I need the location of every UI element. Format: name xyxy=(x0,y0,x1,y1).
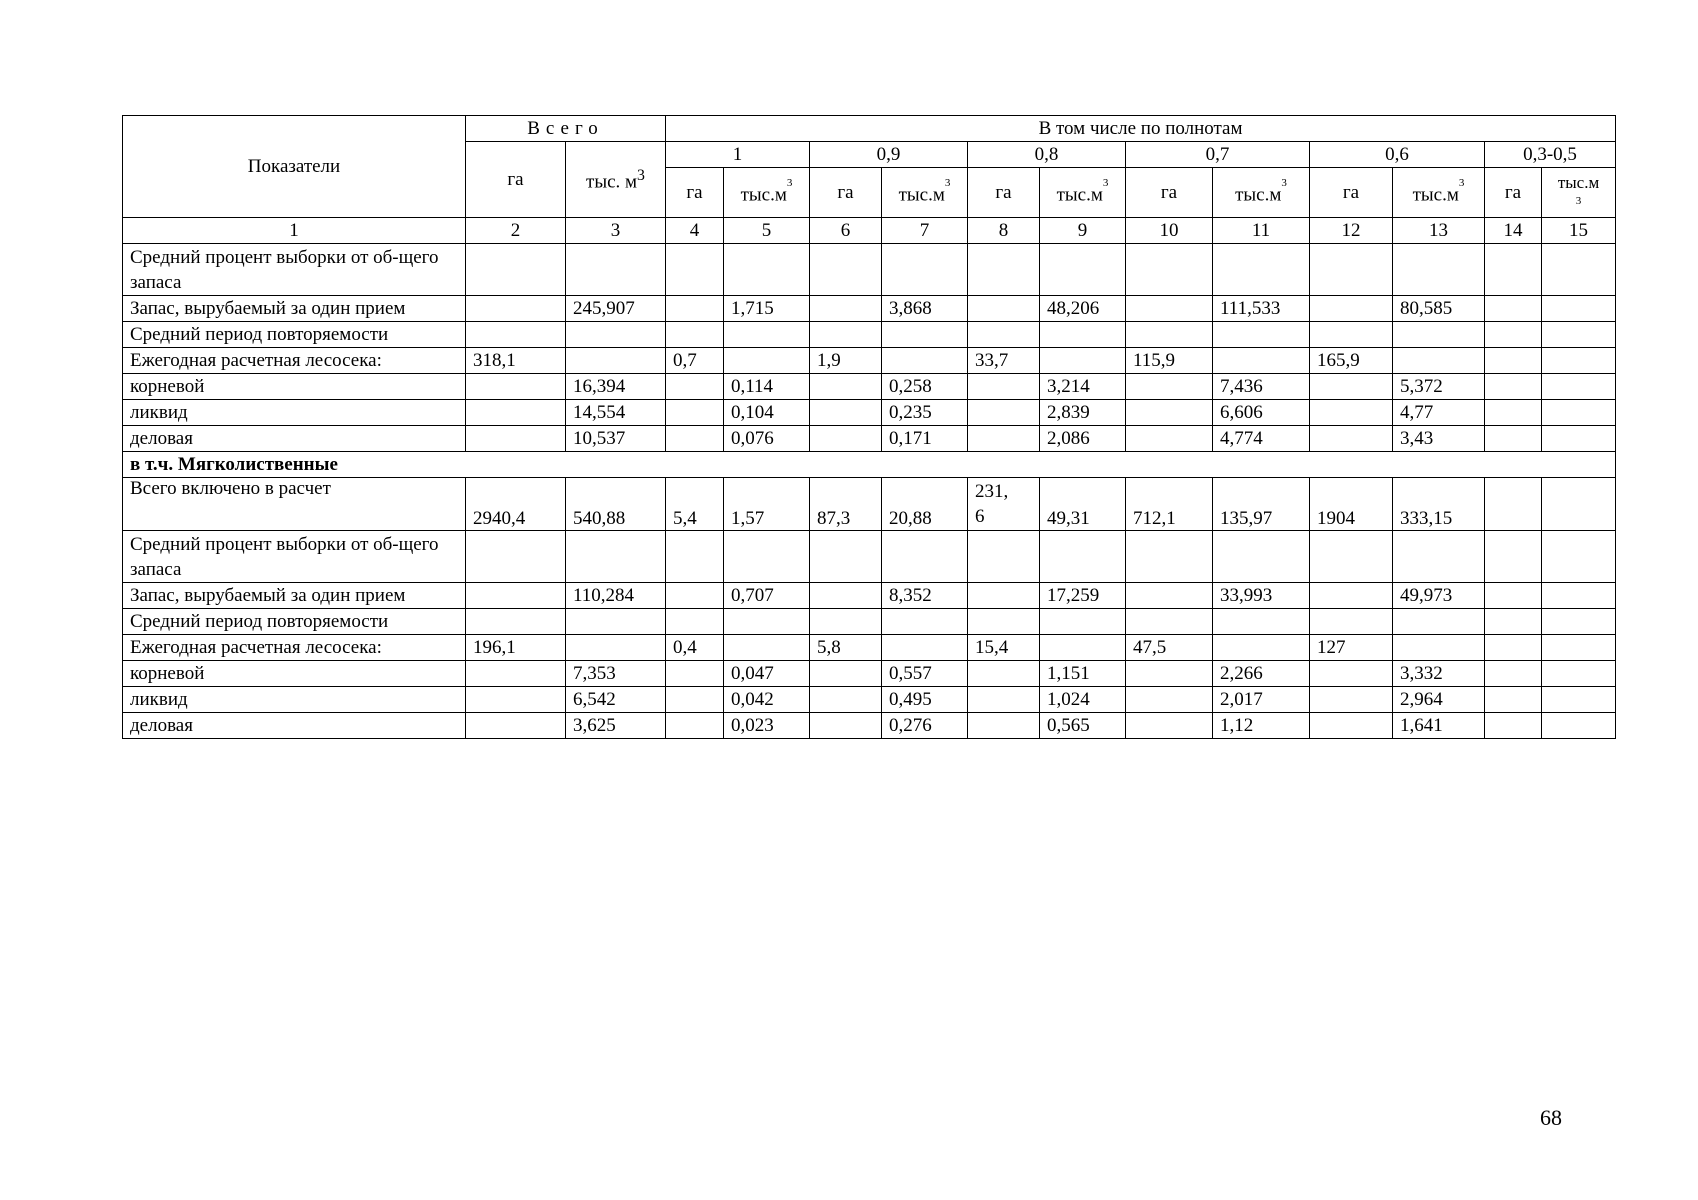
table-cell: 2,086 xyxy=(1040,426,1126,452)
table-cell xyxy=(968,713,1040,739)
table-cell xyxy=(1542,661,1616,687)
table-cell xyxy=(1213,609,1310,635)
table-row xyxy=(123,296,1616,322)
table-cell xyxy=(810,244,882,296)
table-cell xyxy=(810,426,882,452)
table-cell xyxy=(1126,713,1213,739)
table-cell: 80,585 xyxy=(1393,296,1485,322)
table-cell xyxy=(1542,478,1616,531)
col-number: 13 xyxy=(1393,218,1485,244)
table-cell xyxy=(1040,322,1126,348)
table-cell: 196,1 xyxy=(466,635,566,661)
table-cell xyxy=(1213,635,1310,661)
table-cell: 4,774 xyxy=(1213,426,1310,452)
table-cell xyxy=(466,374,566,400)
table-cell xyxy=(810,583,882,609)
row-label: Средний период повторяемости xyxy=(123,609,466,635)
table-cell xyxy=(1393,609,1485,635)
table-cell: 1,641 xyxy=(1393,713,1485,739)
table-cell: 1904 xyxy=(1310,478,1393,531)
table-cell xyxy=(810,400,882,426)
table-cell: 245,907 xyxy=(566,296,666,322)
table-cell: 1,151 xyxy=(1040,661,1126,687)
table-cell: 712,1 xyxy=(1126,478,1213,531)
table-cell: 0,076 xyxy=(724,426,810,452)
table-cell xyxy=(666,244,724,296)
header-group-0-9: 0,9 xyxy=(810,142,968,168)
col-number: 3 xyxy=(566,218,666,244)
table-cell: 4,77 xyxy=(1393,400,1485,426)
table-cell: 7,436 xyxy=(1213,374,1310,400)
col-number: 7 xyxy=(882,218,968,244)
table-cell xyxy=(666,583,724,609)
header-total: Всего xyxy=(466,116,666,142)
header-m3: $тыс.м^3$ xyxy=(882,168,968,218)
row-label: Запас, вырубаемый за один прием xyxy=(123,583,466,609)
table-cell: 0,557 xyxy=(882,661,968,687)
table-cell: 127 xyxy=(1310,635,1393,661)
table-cell: 1,024 xyxy=(1040,687,1126,713)
table-cell xyxy=(466,687,566,713)
table-row xyxy=(123,244,1616,296)
table-cell xyxy=(1126,322,1213,348)
table-cell xyxy=(1485,478,1542,531)
table-cell xyxy=(466,713,566,739)
header-ha: га xyxy=(666,168,724,218)
header-group-0-6: 0,6 xyxy=(1310,142,1485,168)
col-number: 6 xyxy=(810,218,882,244)
table-cell: 165,9 xyxy=(1310,348,1393,374)
table-cell xyxy=(1126,531,1213,583)
table-cell xyxy=(724,244,810,296)
table-cell xyxy=(1213,348,1310,374)
table-cell xyxy=(1213,531,1310,583)
table-cell: 0,104 xyxy=(724,400,810,426)
table-cell xyxy=(810,687,882,713)
table-cell xyxy=(666,687,724,713)
table-cell: 2,839 xyxy=(1040,400,1126,426)
col-number: 1 xyxy=(123,218,466,244)
forest-cut-table xyxy=(122,115,1616,739)
table-cell xyxy=(666,426,724,452)
table-cell xyxy=(1485,348,1542,374)
header-m3: $тыс.м^3$ xyxy=(724,168,810,218)
table-cell xyxy=(1040,609,1126,635)
table-cell xyxy=(1310,531,1393,583)
table-cell: 3,43 xyxy=(1393,426,1485,452)
table-cell xyxy=(1126,296,1213,322)
table-cell: 0,276 xyxy=(882,713,968,739)
table-cell xyxy=(1393,531,1485,583)
table-cell xyxy=(724,635,810,661)
table-cell xyxy=(566,244,666,296)
table-cell xyxy=(566,348,666,374)
header-ha: га xyxy=(1310,168,1393,218)
table-cell: 1,9 xyxy=(810,348,882,374)
header-group-0-8: 0,8 xyxy=(968,142,1126,168)
table-row xyxy=(123,426,1616,452)
table-cell xyxy=(1213,322,1310,348)
table-row xyxy=(123,348,1616,374)
table-cell: 5,8 xyxy=(810,635,882,661)
table-cell: 47,5 xyxy=(1126,635,1213,661)
table-cell xyxy=(882,348,968,374)
table-row xyxy=(123,583,1616,609)
table-cell xyxy=(666,713,724,739)
table-cell xyxy=(882,635,968,661)
table-cell: 111,533 xyxy=(1213,296,1310,322)
table-cell xyxy=(1542,609,1616,635)
table-cell: 87,3 xyxy=(810,478,882,531)
header-ha: га xyxy=(810,168,882,218)
table-cell xyxy=(1485,687,1542,713)
table-row xyxy=(123,713,1616,739)
table-cell xyxy=(968,374,1040,400)
table-cell xyxy=(968,322,1040,348)
header-indicators: Показатели xyxy=(123,116,466,218)
row-label: Средний процент выборки от об-щего запаса xyxy=(123,531,466,583)
table-cell xyxy=(724,348,810,374)
table-cell: 231, 6 xyxy=(968,478,1040,531)
table-cell: 0,235 xyxy=(882,400,968,426)
table-cell: 7,353 xyxy=(566,661,666,687)
table-cell xyxy=(666,374,724,400)
table-cell xyxy=(1040,244,1126,296)
table-cell xyxy=(968,661,1040,687)
table-row xyxy=(123,661,1616,687)
table-cell xyxy=(1126,609,1213,635)
table-cell: 318,1 xyxy=(466,348,566,374)
col-number: 12 xyxy=(1310,218,1393,244)
table-cell xyxy=(666,661,724,687)
header-by-density: В том числе по полнотам xyxy=(666,116,1616,142)
table-row-total-included xyxy=(123,478,1616,531)
table-cell xyxy=(1310,426,1393,452)
table-cell xyxy=(1542,374,1616,400)
table-cell xyxy=(1542,426,1616,452)
table-cell xyxy=(1213,244,1310,296)
table-cell: 3,868 xyxy=(882,296,968,322)
table-cell xyxy=(724,531,810,583)
header-m3-stacked: тыс.м 3 xyxy=(1542,168,1616,218)
table-cell xyxy=(1126,374,1213,400)
table-cell xyxy=(1310,583,1393,609)
table-cell xyxy=(1485,426,1542,452)
table-cell: 0,042 xyxy=(724,687,810,713)
table-cell xyxy=(466,244,566,296)
header-total-ha: га xyxy=(466,142,566,218)
table-cell xyxy=(1485,531,1542,583)
table-cell: 0,023 xyxy=(724,713,810,739)
table-cell xyxy=(1542,244,1616,296)
table-cell xyxy=(1485,244,1542,296)
table-cell: 16,394 xyxy=(566,374,666,400)
table-cell xyxy=(968,400,1040,426)
table-cell xyxy=(1393,244,1485,296)
row-label: Ежегодная расчетная лесосека: xyxy=(123,348,466,374)
table-cell: 6,542 xyxy=(566,687,666,713)
table-cell: 15,4 xyxy=(968,635,1040,661)
table-cell xyxy=(1485,400,1542,426)
table-cell xyxy=(1126,687,1213,713)
table-cell xyxy=(882,322,968,348)
table-cell xyxy=(810,661,882,687)
table-cell xyxy=(666,609,724,635)
table-cell: 10,537 xyxy=(566,426,666,452)
table-cell xyxy=(1542,400,1616,426)
table-cell xyxy=(466,322,566,348)
table-row xyxy=(123,687,1616,713)
table-cell xyxy=(666,531,724,583)
table-cell: 49,973 xyxy=(1393,583,1485,609)
table-cell: 48,206 xyxy=(1040,296,1126,322)
table-cell xyxy=(968,687,1040,713)
table-cell xyxy=(1310,609,1393,635)
table-cell: 2,266 xyxy=(1213,661,1310,687)
table-cell xyxy=(1126,400,1213,426)
table-cell xyxy=(466,531,566,583)
table-cell xyxy=(1542,322,1616,348)
table-cell xyxy=(566,531,666,583)
table-cell xyxy=(1485,374,1542,400)
header-m3: $тыс.м^3$ xyxy=(1213,168,1310,218)
table-cell: 17,259 xyxy=(1040,583,1126,609)
header-group-0-7: 0,7 xyxy=(1126,142,1310,168)
table-cell xyxy=(1310,322,1393,348)
table-cell xyxy=(968,296,1040,322)
column-numbers-row xyxy=(123,218,1616,244)
table-cell: 0,258 xyxy=(882,374,968,400)
table-cell xyxy=(1542,348,1616,374)
table-cell: 2940,4 xyxy=(466,478,566,531)
row-label: деловая xyxy=(123,426,466,452)
header-group-1: 1 xyxy=(666,142,810,168)
table-cell xyxy=(724,609,810,635)
row-label: корневой xyxy=(123,374,466,400)
page-number: 68 xyxy=(1540,1105,1562,1130)
table-cell: 0,047 xyxy=(724,661,810,687)
header-m3: $тыс.м^3$ xyxy=(1040,168,1126,218)
table-cell: 2,964 xyxy=(1393,687,1485,713)
table-cell xyxy=(1040,635,1126,661)
table-cell xyxy=(1310,713,1393,739)
table-cell xyxy=(1310,374,1393,400)
table-cell xyxy=(1542,296,1616,322)
table-cell: 1,715 xyxy=(724,296,810,322)
table-cell xyxy=(810,713,882,739)
table-cell xyxy=(1310,244,1393,296)
table-cell xyxy=(1485,713,1542,739)
table-cell xyxy=(466,661,566,687)
table-cell: 20,88 xyxy=(882,478,968,531)
table-cell xyxy=(1393,348,1485,374)
table-cell: 135,97 xyxy=(1213,478,1310,531)
table-cell xyxy=(1393,635,1485,661)
table-cell xyxy=(968,609,1040,635)
table-cell xyxy=(1485,583,1542,609)
table-cell xyxy=(1485,661,1542,687)
table-cell: 33,993 xyxy=(1213,583,1310,609)
table-row xyxy=(123,374,1616,400)
table-cell: 0,495 xyxy=(882,687,968,713)
col-number: 15 xyxy=(1542,218,1616,244)
table-cell xyxy=(1126,426,1213,452)
table-cell: 3,332 xyxy=(1393,661,1485,687)
table-cell xyxy=(968,583,1040,609)
table-cell: 0,4 xyxy=(666,635,724,661)
table-cell xyxy=(810,531,882,583)
header-ha: га xyxy=(1126,168,1213,218)
table-cell xyxy=(1310,400,1393,426)
col-number: 14 xyxy=(1485,218,1542,244)
table-cell xyxy=(566,322,666,348)
table-cell xyxy=(466,583,566,609)
table-cell: 0,7 xyxy=(666,348,724,374)
row-label: Ежегодная расчетная лесосека: xyxy=(123,635,466,661)
table-row xyxy=(123,635,1616,661)
row-label: ликвид xyxy=(123,400,466,426)
table-cell xyxy=(1126,661,1213,687)
row-label: деловая xyxy=(123,713,466,739)
table-cell xyxy=(1126,583,1213,609)
table-cell xyxy=(1485,322,1542,348)
table-cell: 115,9 xyxy=(1126,348,1213,374)
table-cell xyxy=(1310,687,1393,713)
table-cell xyxy=(666,322,724,348)
header-ha: га xyxy=(968,168,1040,218)
table-cell xyxy=(566,635,666,661)
table-cell: 0,171 xyxy=(882,426,968,452)
table-cell xyxy=(1485,296,1542,322)
table-row xyxy=(123,322,1616,348)
table-cell xyxy=(1542,583,1616,609)
table-cell: 333,15 xyxy=(1393,478,1485,531)
table-cell xyxy=(566,609,666,635)
table-cell xyxy=(1542,687,1616,713)
col-number: 9 xyxy=(1040,218,1126,244)
table-cell: 0,707 xyxy=(724,583,810,609)
table-cell xyxy=(466,296,566,322)
table-cell: 0,565 xyxy=(1040,713,1126,739)
table-cell xyxy=(1542,531,1616,583)
table-cell xyxy=(810,374,882,400)
table-cell: 2,017 xyxy=(1213,687,1310,713)
table-cell xyxy=(1542,713,1616,739)
table-cell xyxy=(666,296,724,322)
table-cell xyxy=(1485,609,1542,635)
table-cell xyxy=(1126,244,1213,296)
col-number: 8 xyxy=(968,218,1040,244)
table-cell xyxy=(1485,635,1542,661)
table-cell xyxy=(968,244,1040,296)
col-number: 11 xyxy=(1213,218,1310,244)
table-cell: 0,114 xyxy=(724,374,810,400)
table-cell xyxy=(666,400,724,426)
table-cell: 540,88 xyxy=(566,478,666,531)
table-cell xyxy=(466,400,566,426)
table-cell xyxy=(466,426,566,452)
table-cell: 14,554 xyxy=(566,400,666,426)
header-m3: $тыс.м^3$ xyxy=(1393,168,1485,218)
col-number: 4 xyxy=(666,218,724,244)
col-number: 5 xyxy=(724,218,810,244)
table-cell: 5,4 xyxy=(666,478,724,531)
table-cell xyxy=(1310,661,1393,687)
table-cell: 1,12 xyxy=(1213,713,1310,739)
row-label: ликвид xyxy=(123,687,466,713)
table-cell: 3,625 xyxy=(566,713,666,739)
table-cell xyxy=(810,296,882,322)
col-number: 10 xyxy=(1126,218,1213,244)
table-cell: 49,31 xyxy=(1040,478,1126,531)
row-label: Всего включено в расчет xyxy=(123,478,466,531)
table-cell xyxy=(466,609,566,635)
table-cell: 33,7 xyxy=(968,348,1040,374)
table-cell: 110,284 xyxy=(566,583,666,609)
table-cell xyxy=(1040,531,1126,583)
table-cell: 3,214 xyxy=(1040,374,1126,400)
table-row xyxy=(123,531,1616,583)
table-row xyxy=(123,400,1616,426)
table-cell: 5,372 xyxy=(1393,374,1485,400)
header-group-0-3-0-5: 0,3-0,5 xyxy=(1485,142,1616,168)
header-total-m3: тыс. $м^3$ xyxy=(566,142,666,218)
table-cell: 1,57 xyxy=(724,478,810,531)
table-cell xyxy=(968,426,1040,452)
table-cell xyxy=(1040,348,1126,374)
row-label: Средний процент выборки от об-щего запаса xyxy=(123,244,466,296)
table-cell xyxy=(882,244,968,296)
table-cell xyxy=(1393,322,1485,348)
table-cell xyxy=(810,322,882,348)
row-label: корневой xyxy=(123,661,466,687)
row-label: Средний период повторяемости xyxy=(123,322,466,348)
row-label: Запас, вырубаемый за один прием xyxy=(123,296,466,322)
header-ha: га xyxy=(1485,168,1542,218)
col-number: 2 xyxy=(466,218,566,244)
section-softwood: в т.ч. Мягколиственные xyxy=(123,452,1616,478)
table-cell xyxy=(810,609,882,635)
table-cell xyxy=(724,322,810,348)
table-cell: 6,606 xyxy=(1213,400,1310,426)
table-cell xyxy=(1310,296,1393,322)
table-cell: 8,352 xyxy=(882,583,968,609)
table-cell xyxy=(1542,635,1616,661)
table-cell xyxy=(882,609,968,635)
table-row xyxy=(123,609,1616,635)
table-cell xyxy=(968,531,1040,583)
table-cell xyxy=(882,531,968,583)
